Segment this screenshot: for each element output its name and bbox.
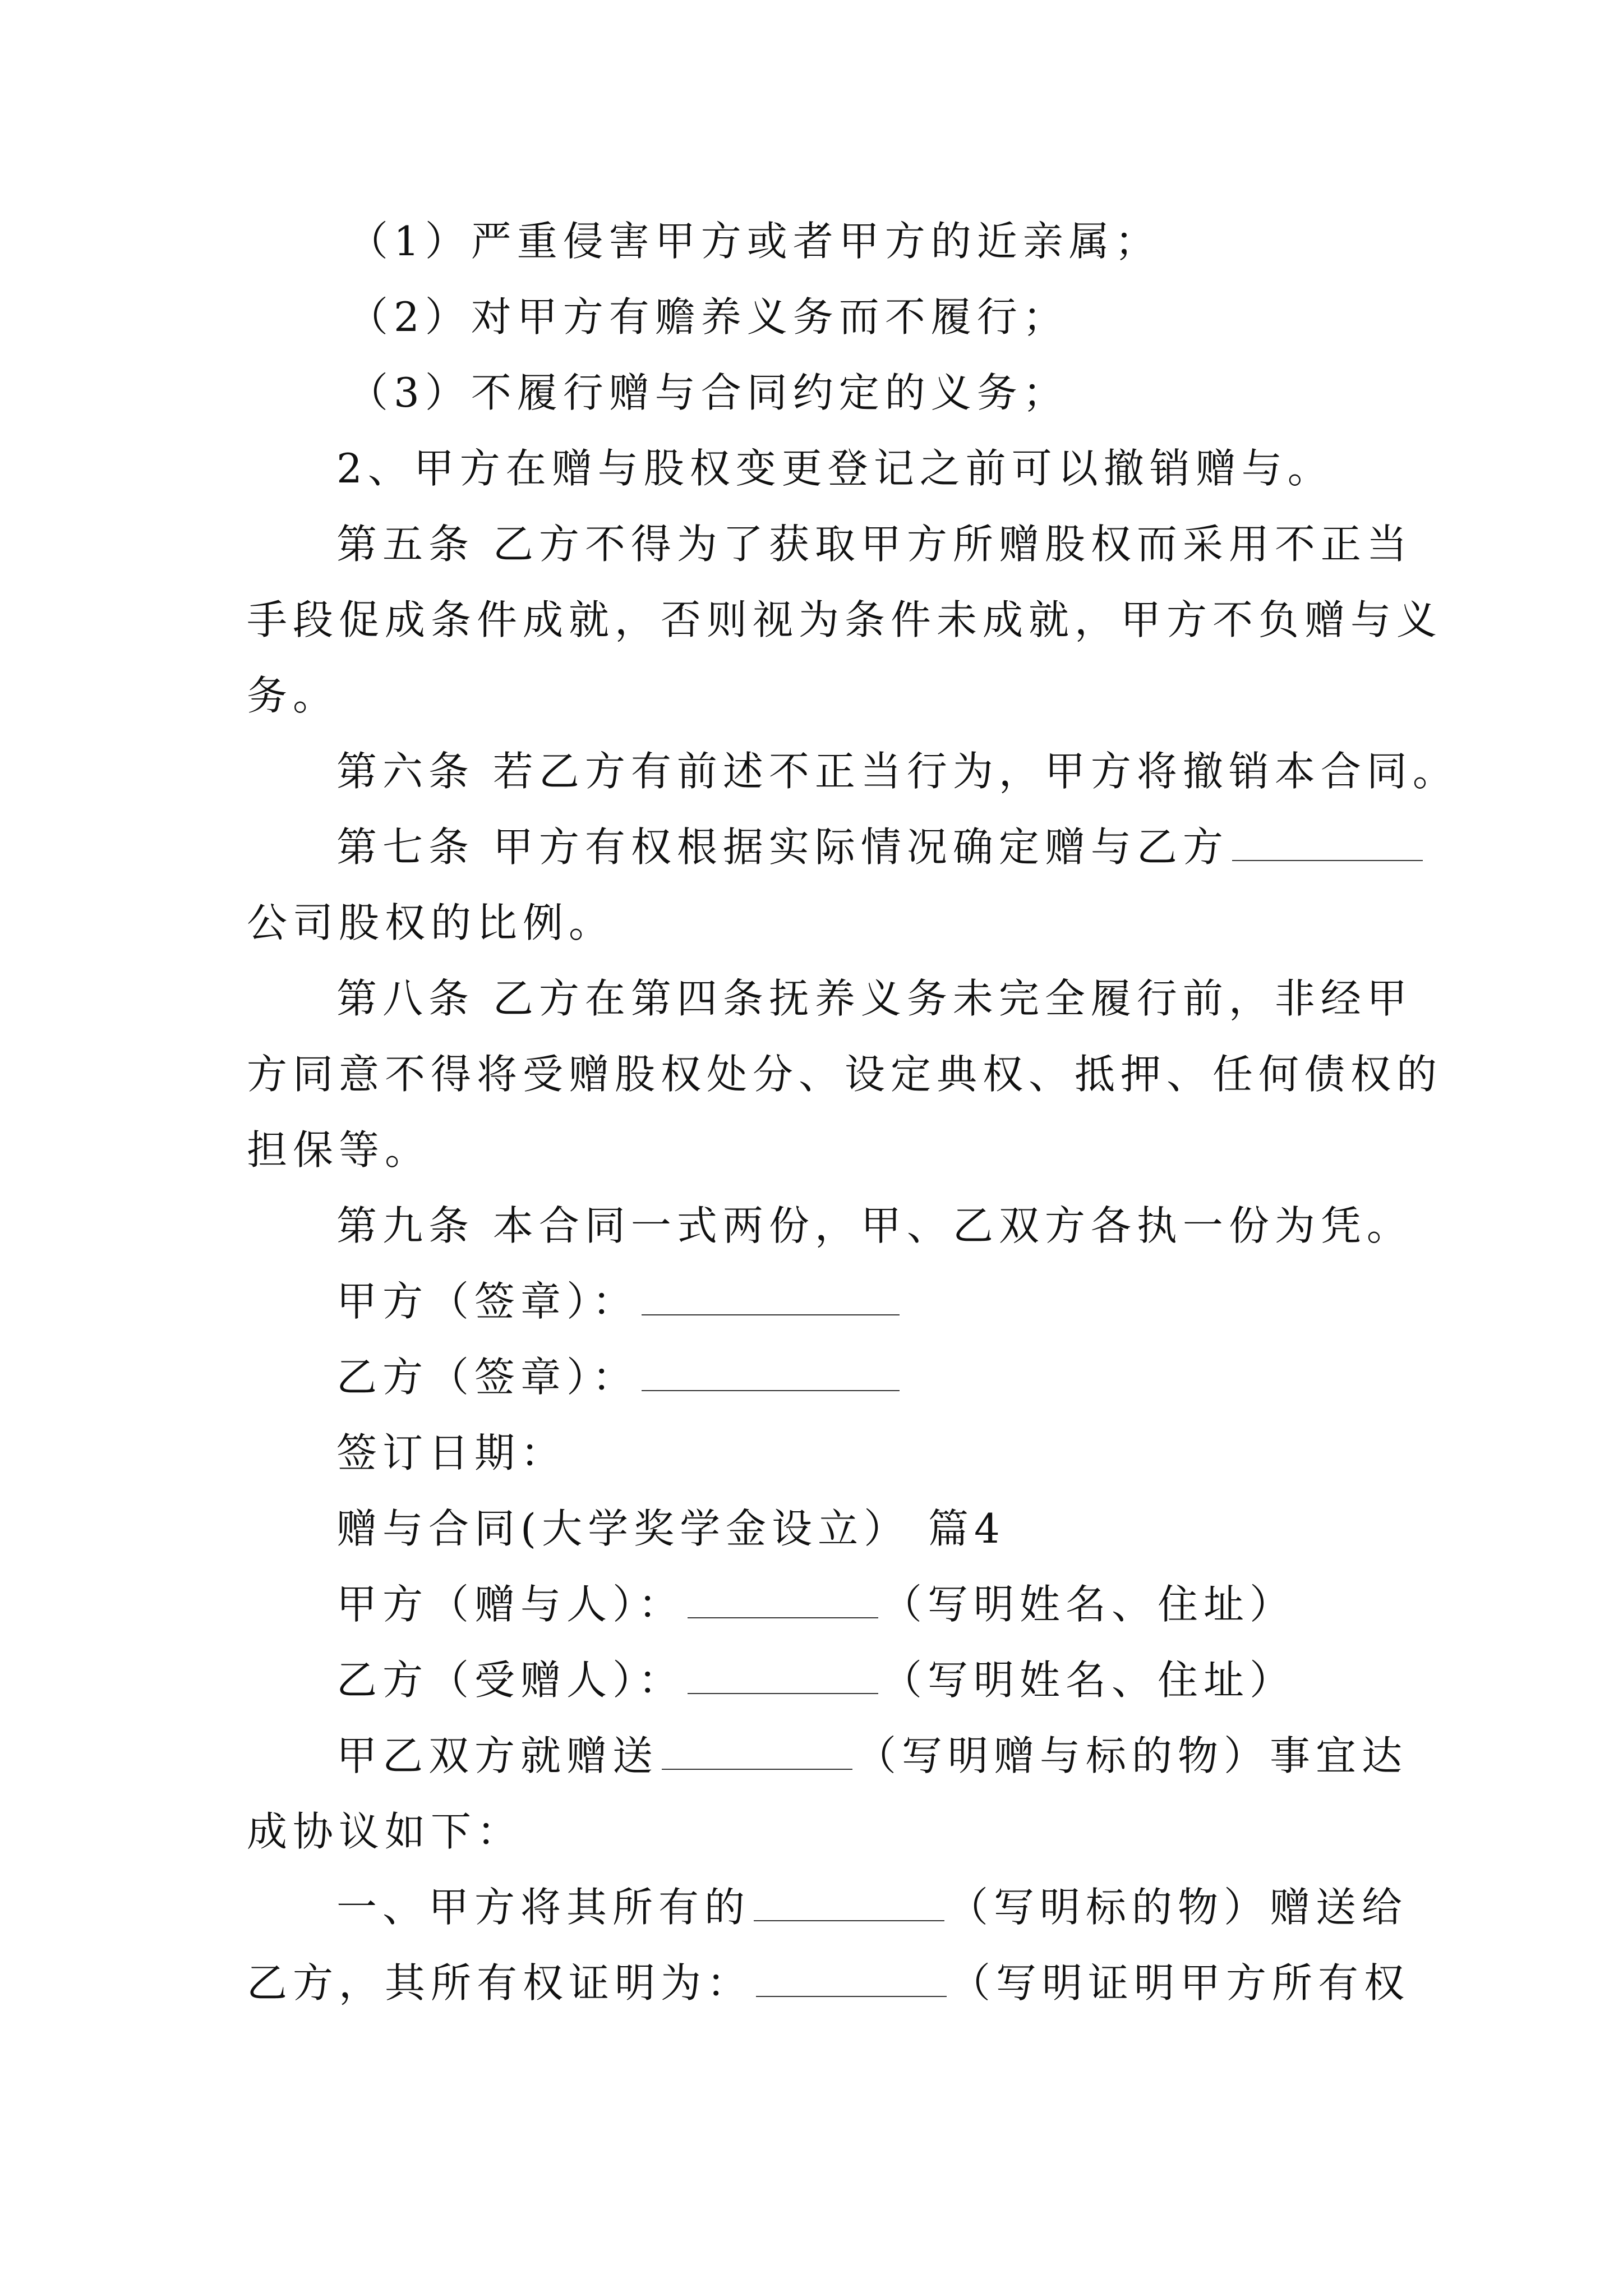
text-line: 乙方，其所有权证明为： （写明证明甲方所有权 (247, 1959, 1410, 2007)
text-line: 2、甲方在赠与股权变更登记之前可以撤销赠与。 (336, 445, 1334, 492)
text-line: （1）严重侵害甲方或者甲方的近亲属； (348, 218, 1161, 265)
text-line: 成协议如下： (247, 1808, 523, 1855)
text-line: 方同意不得将受赠股权处分、设定典权、抵押、任何债权的 (247, 1051, 1443, 1098)
text-line: 甲乙双方就赠送 （写明赠与标的物）事宜达 (336, 1732, 1408, 1779)
text-line: 第六条 若乙方有前述不正当行为，甲方将撤销本合同。 (336, 748, 1459, 795)
text-line: 务。 (247, 672, 339, 719)
text-line: 一、甲方将其所有的 （写明标的物）赠送给 (336, 1884, 1408, 1931)
text-line: 公司股权的比例。 (247, 899, 615, 946)
blank-line (688, 1582, 878, 1618)
blank-line (642, 1355, 900, 1391)
text-line: 担保等。 (247, 1126, 431, 1174)
text-line: 第八条 乙方在第四条抚养义务未完全履行前，非经甲 (336, 975, 1413, 1022)
signature-line: 甲方（签章）： (336, 1276, 903, 1327)
text-line: 第五条 乙方不得为了获取甲方所赠股权而采用不正当 (336, 521, 1413, 568)
text-line: 第九条 本合同一式两份，甲、乙双方各执一份为凭。 (336, 1202, 1413, 1249)
blank-line (756, 1961, 947, 1997)
blank-line (1232, 825, 1423, 861)
text-line: 手段促成条件成就，否则视为条件未成就，甲方不负赠与义 (247, 596, 1443, 643)
text-line: 乙方（受赠人）： （写明姓名、住址） (336, 1657, 1296, 1704)
blank-line (662, 1734, 852, 1770)
text-line: （2）对甲方有赡养义务而不履行； (348, 293, 1069, 341)
blank-line (688, 1658, 878, 1694)
section-title: 赠与合同(大学奖学金设立） 篇4 (336, 1505, 1006, 1552)
date-line: 签订日期： (336, 1429, 567, 1476)
signature-line: 乙方（签章）： (336, 1352, 903, 1402)
text-line: 甲方（赠与人）： （写明姓名、住址） (336, 1581, 1296, 1628)
blank-line (642, 1280, 900, 1315)
text-line: （3）不履行赠与合同约定的义务； (348, 369, 1069, 416)
text-line: 第七条 甲方有权根据实际情况确定赠与乙方 (336, 822, 1426, 872)
blank-line (754, 1885, 944, 1921)
